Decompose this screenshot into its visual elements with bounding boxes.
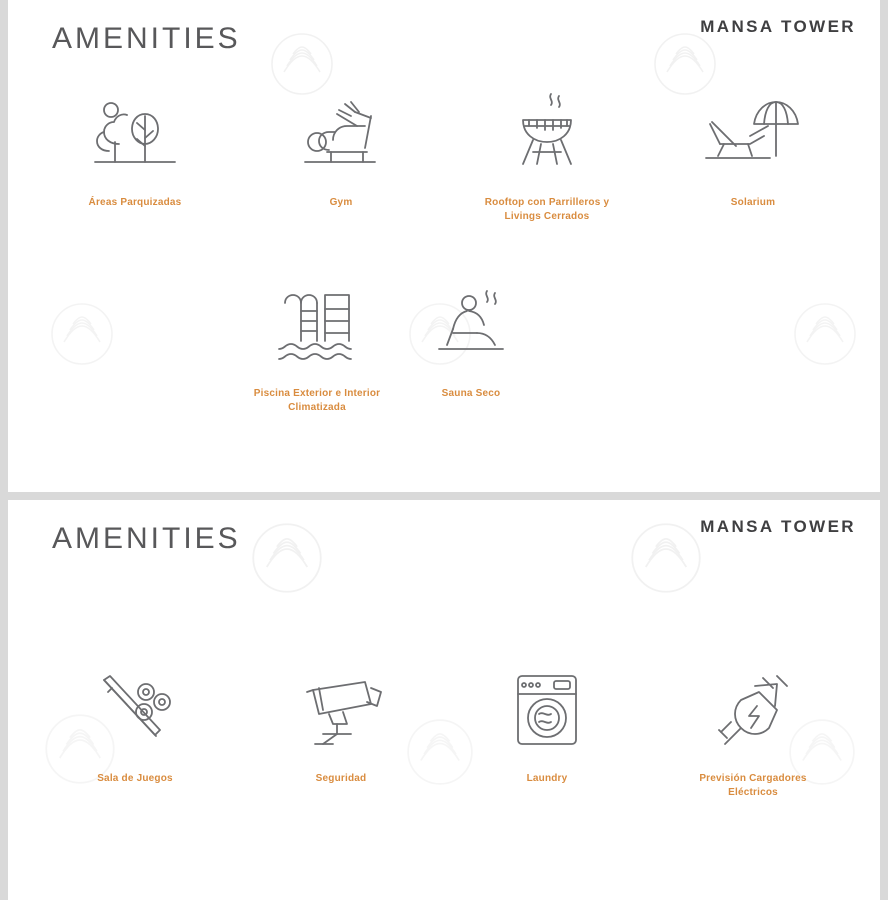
- amenity-label: Solarium: [730, 197, 776, 208]
- amenities-row: [8, 80, 880, 223]
- amenity-label: Rooftop con Parrilleros y Livings Cerrados: [484, 197, 610, 222]
- billiards-icon: [90, 656, 180, 752]
- amenities-row: [8, 271, 880, 414]
- amenities-row: [8, 656, 880, 799]
- amenity-label: Gym: [329, 197, 353, 208]
- sauna-person-icon: [429, 271, 513, 367]
- amenity-item[interactable]: [444, 80, 650, 223]
- pool-ladder-icon: [271, 271, 363, 367]
- power-plug-icon: [711, 656, 795, 752]
- page-title: AMENITIES: [52, 22, 241, 55]
- slide-amenities-2: [8, 500, 880, 900]
- amenity-item[interactable]: [650, 656, 856, 799]
- slide-2-header: [8, 500, 880, 580]
- amenity-item[interactable]: [650, 80, 856, 223]
- grill-icon: [507, 80, 587, 176]
- amenity-label: Áreas Parquizadas: [88, 197, 182, 208]
- amenity-label: Sala de Juegos: [97, 773, 173, 784]
- amenity-label: Sauna Seco: [441, 388, 501, 399]
- page-title: AMENITIES: [52, 522, 241, 555]
- amenity-label: Laundry: [526, 773, 568, 784]
- amenity-item[interactable]: [32, 656, 238, 799]
- amenity-item[interactable]: [240, 271, 394, 414]
- amenity-item[interactable]: [444, 656, 650, 799]
- washing-machine-icon: [510, 656, 584, 752]
- amenity-label: Piscina Exterior e Interior Climatizada: [253, 388, 381, 413]
- slide-1-header: [8, 0, 880, 80]
- lounge-chair-umbrella-icon: [704, 80, 802, 176]
- amenity-label: Seguridad: [315, 773, 367, 784]
- amenity-item[interactable]: [238, 80, 444, 223]
- amenity-label: Previsión Cargadores Eléctricos: [699, 773, 807, 798]
- amenity-item[interactable]: [238, 656, 444, 799]
- brand-mark: MANSA TOWER: [700, 17, 856, 36]
- brand-mark: MANSA TOWER: [700, 517, 856, 536]
- slide-amenities-1: [8, 0, 880, 492]
- gym-bench-icon: [293, 80, 389, 176]
- amenity-item[interactable]: [394, 271, 548, 414]
- amenity-item[interactable]: [32, 80, 238, 223]
- trees-icon: [93, 80, 177, 176]
- security-camera-icon: [293, 656, 389, 752]
